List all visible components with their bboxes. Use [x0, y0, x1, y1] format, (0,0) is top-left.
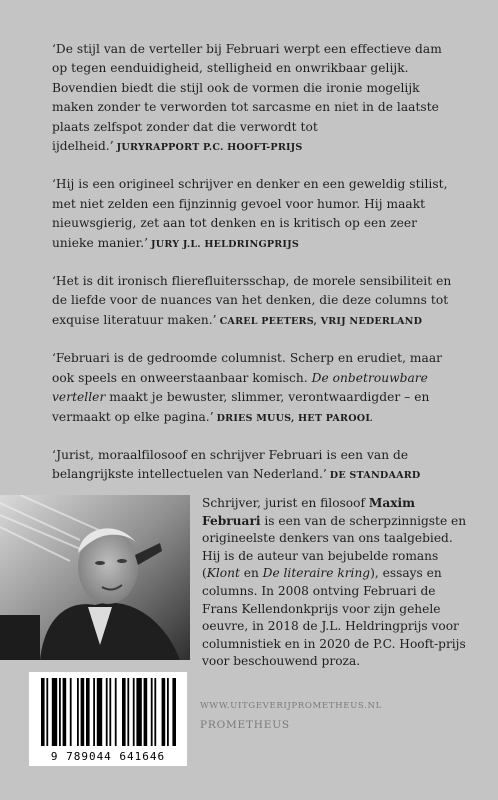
publisher-logo: PROMETHEUS [200, 719, 290, 731]
barcode-bar [122, 678, 126, 746]
quote-source: DE STANDAARD [329, 470, 421, 482]
bio-text: en [243, 566, 259, 581]
isbn-barcode [29, 672, 187, 766]
quote-text: ‘Jurist, moraalfilosoof en schrijver Februari is een van de belangrijkste intellectuelen van Nederland.’ [52, 447, 409, 482]
barcode-bar [133, 678, 135, 746]
publisher-website: WWW.UITGEVERIJPROMETHEUS.NL [200, 701, 382, 711]
quote-3 [52, 272, 454, 331]
barcode-bar [63, 678, 67, 746]
barcode-bar [81, 678, 85, 746]
barcode-bar [77, 678, 79, 746]
quote-text: maakt je bewuster, slimmer, verontwaardigder – en vermaakt op elke pagina.’ [52, 390, 430, 424]
quote-source: JURYRAPPORT P.C. HOOFT-PRIJS [116, 142, 303, 154]
quote-text: ‘Hij is een origineel schrijver en denker en een geweldig stilist, met niet zelden een fijnzinnig gevoel voor humor. Hij maakt nieuwsgierig, zet aan tot denken en is kritisch op een zeer unieke manier.’ [52, 177, 448, 250]
barcode-bar [93, 678, 95, 746]
isbn-number: 9 789044 641646 [50, 750, 166, 763]
novel-title: De literaire kring [262, 566, 371, 581]
quote-text: ‘De stijl van de verteller bij Februari werpt een effectieve dam op tegen eenduidigheid, stelligheid en onwrikbaar gelijk. Bovendien biedt die stijl ook de vormen die ironie mogelijk maken zonder te verworden tot sarcasme en niet in de laatste plaats zelfspot zonder dat die verwordt tot ijdelheid.’ [52, 42, 442, 154]
barcode-bar [109, 678, 111, 746]
bio-intro: Schrijver, jurist en filosoof [202, 496, 365, 510]
barcode-bar [162, 678, 166, 746]
barcode-bar [136, 678, 141, 746]
quote-source: DRIES MUUS, HET PAROOL [216, 412, 373, 424]
book-title: De onbetrouwbare verteller [52, 370, 428, 405]
quote-text: ‘Het is dit ironisch flierefluitersschap, de morele sensibiliteit en de liefde voor de nuances van het denken, die deze columns tot exquise literatuur maken.’ [52, 274, 452, 327]
quote-5 [52, 446, 454, 486]
barcode-bar [70, 678, 72, 746]
barcode-bar [59, 678, 61, 746]
barcode-bar [86, 678, 90, 746]
barcode-bar [154, 678, 156, 746]
barcode-bar [151, 678, 153, 746]
barcode-bar [167, 678, 169, 746]
author-name: Maxim Februari [202, 496, 416, 528]
review-quotes [52, 40, 454, 504]
barcode-bar [115, 678, 117, 746]
bio-text: is een van de scherpzinnigste en origineelste denkers van ons taalgebied. Hij is de auteur van bejubelde romans ( [202, 513, 467, 581]
bio-text: ), essays en columns. In 2008 ontving Februari de Frans Kellendonkprijs voor zijn gehele oeuvre, in 2018 de J.L. Heldringprijs voor columnistiek en in 2020 de P.C. Hooft-prijs voor beschouwend proza. [202, 566, 466, 669]
quote-source: CAREL PEETERS, VRIJ NEDERLAND [219, 315, 423, 327]
barcode-bar [127, 678, 129, 746]
author-photo [0, 495, 190, 660]
barcode-bar [106, 678, 108, 746]
quote-1 [52, 40, 454, 157]
barcode-bars [29, 672, 187, 766]
quote-source: JURY J.L. HELDRINGPRIJS [151, 238, 299, 250]
barcode-bar [41, 678, 45, 746]
barcode-bar [46, 678, 48, 746]
author-bio [202, 495, 467, 671]
quote-2 [52, 175, 454, 254]
quote-text: ‘Februari is de gedroomde columnist. Scherp en erudiet, maar ook speels en onweerstaanbaar komisch. [52, 351, 443, 385]
quote-4 [52, 349, 454, 428]
barcode-bar [172, 678, 176, 746]
barcode-bar [52, 678, 57, 746]
author-photo-image [0, 495, 190, 660]
novel-title: Klont [206, 566, 240, 581]
barcode-bar [97, 678, 102, 746]
barcode-bar [144, 678, 148, 746]
